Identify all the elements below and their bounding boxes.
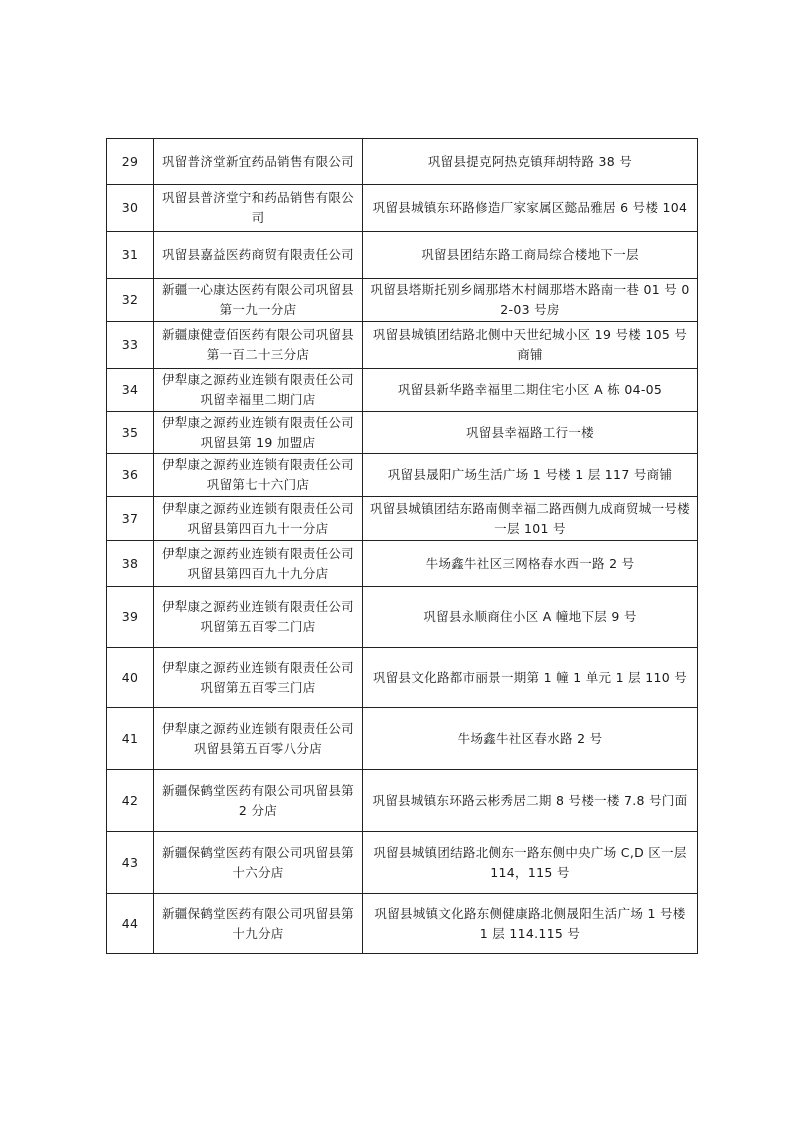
store-address: 巩留县幸福路工行一楼 — [363, 412, 698, 454]
table-row — [107, 322, 698, 369]
row-number: 30 — [107, 185, 154, 232]
store-name: 伊犁康之源药业连锁有限责任公司巩留第五百零三门店 — [154, 648, 363, 708]
table-row — [107, 185, 698, 232]
store-name: 伊犁康之源药业连锁有限责任公司巩留县第五百零八分店 — [154, 708, 363, 770]
pharmacy-store-table — [106, 138, 698, 954]
store-name: 新疆保鹤堂医药有限公司巩留县第十六分店 — [154, 832, 363, 894]
table-row — [107, 139, 698, 185]
store-name: 伊犁康之源药业连锁有限责任公司巩留幸福里二期门店 — [154, 369, 363, 412]
store-name: 新疆保鹤堂医药有限公司巩留县第 2 分店 — [154, 770, 363, 832]
store-name: 巩留县普济堂宁和药品销售有限公司 — [154, 185, 363, 232]
row-number: 42 — [107, 770, 154, 832]
store-address: 巩留县文化路都市丽景一期第 1 幢 1 单元 1 层 110 号 — [363, 648, 698, 708]
row-number: 31 — [107, 232, 154, 279]
table-row — [107, 412, 698, 454]
store-address: 巩留县永顺商住小区 A 幢地下层 9 号 — [363, 587, 698, 648]
table-row — [107, 587, 698, 648]
store-name: 伊犁康之源药业连锁有限责任公司巩留县第四百九十九分店 — [154, 541, 363, 587]
store-name: 新疆保鹤堂医药有限公司巩留县第十九分店 — [154, 894, 363, 954]
store-name: 伊犁康之源药业连锁有限责任公司巩留县第四百九十一分店 — [154, 497, 363, 541]
store-address: 巩留县团结东路工商局综合楼地下一层 — [363, 232, 698, 279]
store-address: 巩留县新华路幸福里二期住宅小区 A 栋 04-05 — [363, 369, 698, 412]
store-address: 巩留县城镇东环路云彬秀居二期 8 号楼一楼 7.8 号门面 — [363, 770, 698, 832]
store-address: 巩留县晟阳广场生活广场 1 号楼 1 层 117 号商铺 — [363, 454, 698, 497]
table-row — [107, 279, 698, 322]
row-number: 33 — [107, 322, 154, 369]
table-row — [107, 708, 698, 770]
table-row — [107, 894, 698, 954]
row-number: 40 — [107, 648, 154, 708]
table-row — [107, 232, 698, 279]
table-row — [107, 369, 698, 412]
store-name: 巩留县嘉益医药商贸有限责任公司 — [154, 232, 363, 279]
store-address: 牛场鑫牛社区三网格春水西一路 2 号 — [363, 541, 698, 587]
store-address: 巩留县城镇文化路东侧健康路北侧晟阳生活广场 1 号楼 1 层 114.115 号 — [363, 894, 698, 954]
table-row — [107, 648, 698, 708]
row-number: 44 — [107, 894, 154, 954]
store-address: 巩留县城镇团结东路南侧幸福二路西侧九成商贸城一号楼一层 101 号 — [363, 497, 698, 541]
row-number: 34 — [107, 369, 154, 412]
table-row — [107, 770, 698, 832]
store-address: 牛场鑫牛社区春水路 2 号 — [363, 708, 698, 770]
row-number: 36 — [107, 454, 154, 497]
table-row — [107, 832, 698, 894]
store-name: 新疆一心康达医药有限公司巩留县第一九一分店 — [154, 279, 363, 322]
store-address: 巩留县城镇东环路修造厂家家属区懿品雅居 6 号楼 104 — [363, 185, 698, 232]
row-number: 35 — [107, 412, 154, 454]
store-address: 巩留县塔斯托别乡阔那塔木村阔那塔木路南一巷 01 号 02-03 号房 — [363, 279, 698, 322]
row-number: 39 — [107, 587, 154, 648]
row-number: 32 — [107, 279, 154, 322]
store-address: 巩留县城镇团结路北侧东一路东侧中央广场 C,D 区一层 114，115 号 — [363, 832, 698, 894]
row-number: 41 — [107, 708, 154, 770]
table-row — [107, 541, 698, 587]
table-row — [107, 497, 698, 541]
store-name: 新疆康健壹佰医药有限公司巩留县第一百二十三分店 — [154, 322, 363, 369]
store-address: 巩留县提克阿热克镇拜胡特路 38 号 — [363, 139, 698, 185]
row-number: 29 — [107, 139, 154, 185]
row-number: 38 — [107, 541, 154, 587]
store-name: 伊犁康之源药业连锁有限责任公司巩留第七十六门店 — [154, 454, 363, 497]
table-row — [107, 454, 698, 497]
store-name: 伊犁康之源药业连锁有限责任公司巩留第五百零二门店 — [154, 587, 363, 648]
store-name: 伊犁康之源药业连锁有限责任公司巩留县第 19 加盟店 — [154, 412, 363, 454]
row-number: 37 — [107, 497, 154, 541]
row-number: 43 — [107, 832, 154, 894]
store-name: 巩留普济堂新宜药品销售有限公司 — [154, 139, 363, 185]
store-address: 巩留县城镇团结路北侧中天世纪城小区 19 号楼 105 号商铺 — [363, 322, 698, 369]
